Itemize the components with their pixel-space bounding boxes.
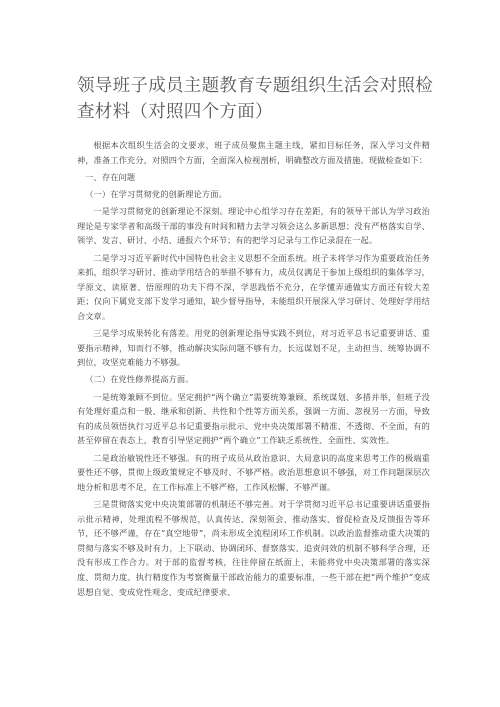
body-paragraph: 三是贯彻落实党中央决策部署的机制还不够完善。对于学贯彻习近平总书记重要讲话重要指示批示精神，处理流程不够规范，认真传达、深刻领会、推动落实、督促检查及反馈报告等环节，还不够严谨，存在“真空地带”，尚未形成全流程闭环工作机制。以政治监督推动重大决策的贯彻与落实不够及时有力，上下联动、协调闭环、督察落实、追责问效的机制不够科学合理，还没有形成工作合力。对于部的监督考核，往往停留在纸面上，未能将党中央决策部署的落实深度、贯彻力度、执行精度作为考察衡量干部政治能力的重要标准，一些干部在把“两个维护”变成思想自觉、变成党性观念、变成纪律要求、 bbox=[77, 499, 430, 597]
document-title: 领导班子成员主题教育专题组织生活会对照检查材料（对照四个方面） bbox=[77, 76, 433, 122]
body-paragraph: 一是学习贯彻党的创新理论不深刻。理论中心组学习存在差距，有的领导干部认为学习政治理论是专家学者和高级干部的事没有时间和精力去学习领会这么多新思想；没有严格落实自学、领学、发言、研讨、小结、通报六个环节；有的把学习记录与工作记录混在一起。 bbox=[77, 206, 430, 246]
subsection-heading: （二）在党性修养提高方面。 bbox=[85, 374, 194, 385]
document-body bbox=[77, 138, 430, 602]
body-paragraph: 三是学习成果转化有落差。用党的创新理论指导实践不到位，对习近平总书记重要讲话、重要指示精神，知而行不够，推动解决实际问题不够有力，长远谋划不足，主动担当、统筹协调不到位，攻坚克难能力不够强。 bbox=[77, 328, 430, 368]
body-paragraph: 二是政治敏锐性还不够强。有的班子成员从政治意识、大局意识的高度来思考工作的极端重要性还不够，贯彻上级政策规定不够及时、不够严格。政治思想意识不够强，对工作问题深层次地分析和思考不足，在工作标准上不够严格，工作风松懈、不够严谨。 bbox=[77, 452, 430, 492]
body-paragraph: 一是统筹兼顾不到位。坚定拥护“两个确立”需要统筹兼顾、系统谋划、多措并举，但班子没有处理好重点和一般、继承和创新、共性和个性等方面关系，强调一方面、忽视另一方面，导致有的成员领悟执行习近平总书记重要指示批示、党中央决策部署不精准、不透彻、不全面，有的甚至停留在表态上，教育引导坚定拥护“两个确立”工作缺乏系统性、全面性、实效性。 bbox=[77, 391, 430, 446]
intro-paragraph: 根据本次组织生活会的文要求，班子成员聚焦主题主线，紧扣目标任务，深入学习文件精神，准备工作充分，对照四个方面，全面深入检视剖析，明确整改方面及措施。现做检查如下： bbox=[77, 140, 430, 165]
subsection-heading: （一）在学习贯彻党的创新理论方面。 bbox=[85, 188, 227, 199]
body-paragraph: 二是学习习近平新时代中国特色社会主义思想不全面系统。班子未将学习作为重要政治任务来抓，组织学习研讨、推动学用结合的举措不够有力，成员仅满足于参加上级组织的集体学习，学原文、读原著、悟原理的功夫下得不深，学思践悟不充分，在学懂弄通做实方面还有较大差距；仅向下属党支部下发学习通知，缺少督导指导，未能组织开展深入学习研讨、处理好学用结合文章。 bbox=[77, 252, 430, 321]
section-heading: 一、存在问题 bbox=[85, 171, 136, 182]
